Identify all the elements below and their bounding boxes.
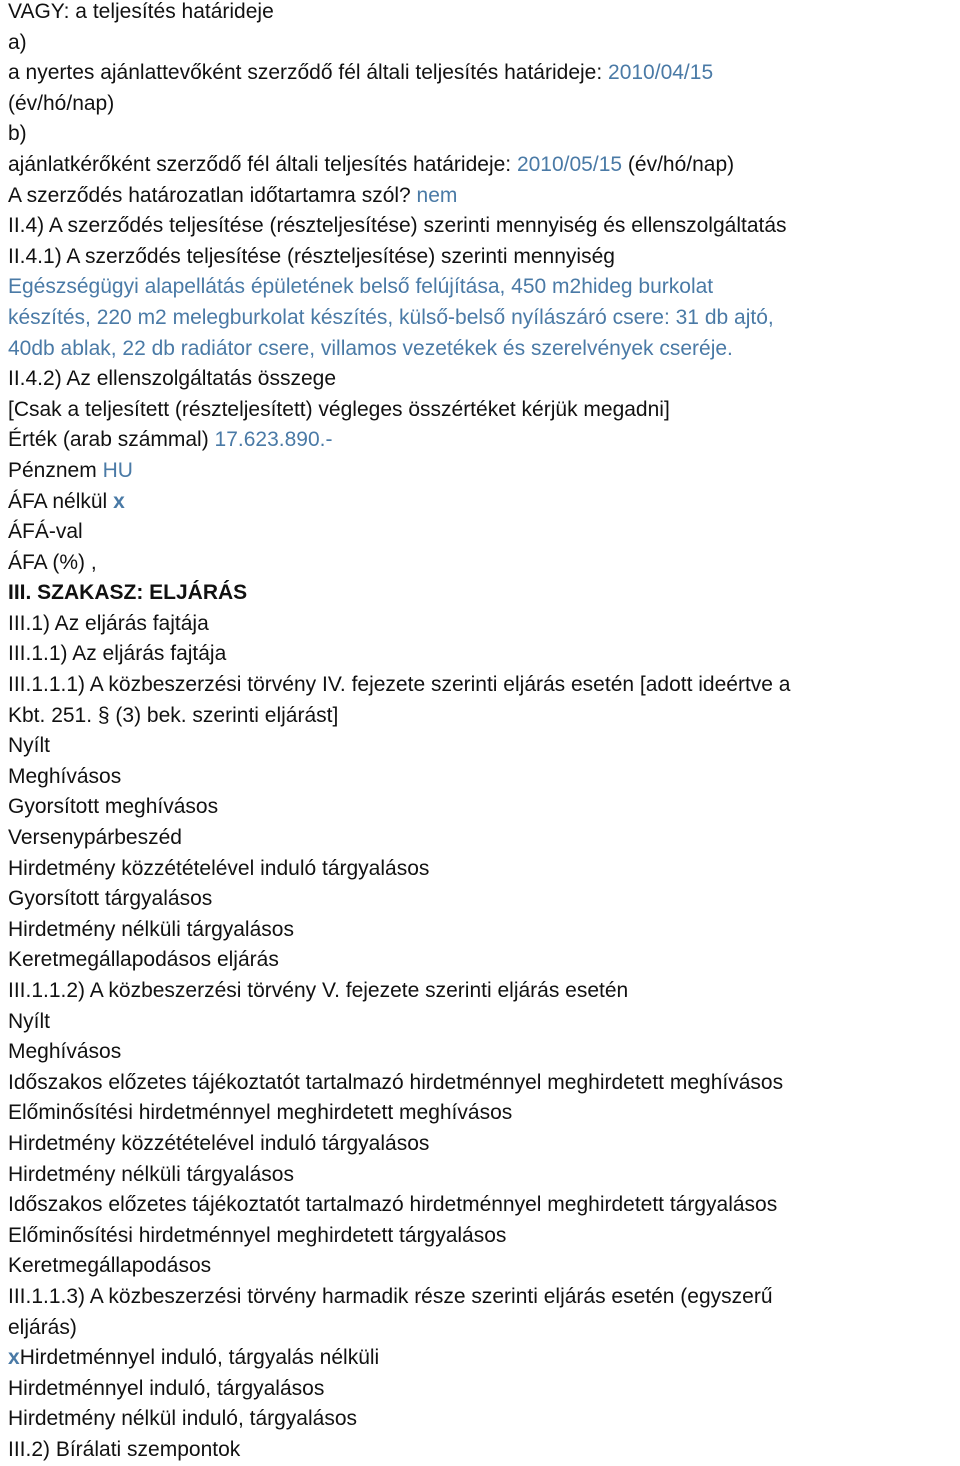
value-label: Érték (arab számmal) — [8, 428, 215, 452]
quantity-description-line-3: 40db ablak, 22 db radiátor csere, villamos vezetékek és szerelvények cseréje. — [8, 336, 733, 360]
winner-deadline-value: 2010/04/15 — [608, 61, 714, 85]
winner-deadline-line — [8, 58, 960, 89]
value-amount: 17.623.890.- — [214, 428, 333, 452]
section-iii11-heading: III.1.1) Az eljárás fajtája — [8, 642, 227, 666]
section-ii41-heading: II.4.1) A szerződés teljesítése (részteljesítése) szerinti mennyiség — [8, 244, 615, 268]
procedure-option: Gyorsított meghívásos — [8, 795, 219, 819]
quantity-description-line-1: Egészségügyi alapellátás épületének belső felújítása, 450 m2hideg burkolat — [8, 275, 714, 299]
currency-line — [8, 456, 960, 487]
vat-excluded-label: ÁFA nélkül — [8, 489, 114, 513]
indefinite-term-line — [8, 181, 960, 212]
section-iii1-heading: III.1) Az eljárás fajtája — [8, 611, 209, 635]
procedure-option-selected — [8, 1343, 960, 1374]
vat-included-line: ÁFÁ-val — [8, 520, 83, 544]
procedure-option: Meghívásos — [8, 764, 122, 788]
selected-mark: x — [8, 1346, 20, 1370]
total-value-instruction: [Csak a teljesített (részteljesített) végleges összértéket kérjük megadni] — [8, 397, 670, 421]
vat-excluded-line — [8, 487, 960, 518]
section-iii111-heading-line-2: Kbt. 251. § (3) bek. szerinti eljárást] — [8, 703, 339, 727]
deadline-heading: VAGY: a teljesítés határideje — [8, 0, 274, 23]
vat-percent-line: ÁFA (%) , — [8, 550, 97, 574]
quantity-description-line-2: készítés, 220 m2 melegburkolat készítés, külső-belső nyílászáró csere: 31 db ajtó, — [8, 305, 774, 329]
contracting-deadline-label: ajánlatkérőként szerződő fél általi teljesítés határideje: — [8, 152, 517, 176]
procedure-option: Gyorsított tárgyalásos — [8, 887, 213, 911]
procedure-option: Hirdetmény nélküli tárgyalásos — [8, 917, 294, 941]
section-iii111-heading-line-1: III.1.1.1) A közbeszerzési törvény IV. fejezete szerinti eljárás esetén [adott ideértve a — [8, 673, 791, 697]
section-ii42-heading: II.4.2) Az ellenszolgáltatás összege — [8, 367, 337, 391]
section-iii-heading: III. SZAKASZ: ELJÁRÁS — [8, 581, 248, 605]
contracting-deadline-line — [8, 150, 960, 181]
section-iii113-heading-line-2: eljárás) — [8, 1315, 77, 1339]
value-line — [8, 425, 960, 456]
procedure-option: Versenypárbeszéd — [8, 826, 182, 850]
procedure-option: Hirdetménnyel induló, tárgyalásos — [8, 1376, 325, 1400]
procedure-option: Keretmegállapodásos — [8, 1254, 212, 1278]
procedure-option: Hirdetmény közzétételével induló tárgyalásos — [8, 856, 430, 880]
indefinite-term-value: nem — [416, 183, 458, 207]
procedure-option: Hirdetmény nélkül induló, tárgyalásos — [8, 1407, 358, 1431]
section-iii112-heading: III.1.1.2) A közbeszerzési törvény V. fejezete szerinti eljárás esetén — [8, 979, 629, 1002]
item-a-label: a) — [8, 30, 27, 54]
indefinite-term-label: A szerződés határozatlan időtartamra szól? — [8, 183, 417, 207]
procedure-option: Nyílt — [8, 734, 50, 758]
currency-value: HU — [102, 458, 133, 482]
procedure-option: Hirdetmény közzétételével induló tárgyalásos — [8, 1131, 430, 1155]
procedure-option: Nyílt — [8, 1009, 50, 1033]
procedure-option: Időszakos előzetes tájékoztatót tartalmazó hirdetménnyel meghirdetett tárgyalásos — [8, 1193, 778, 1217]
procedure-option: Időszakos előzetes tájékoztatót tartalmazó hirdetménnyel meghirdetett meghívásos — [8, 1070, 784, 1094]
currency-label: Pénznem — [8, 458, 103, 482]
vat-excluded-mark: x — [113, 489, 125, 513]
procedure-option: Meghívásos — [8, 1040, 122, 1064]
procedure-option: Előminősítési hirdetménnyel meghirdetett tárgyalásos — [8, 1223, 507, 1247]
procedure-option: Keretmegállapodásos eljárás — [8, 948, 279, 972]
section-ii4-heading: II.4) A szerződés teljesítése (részteljesítése) szerinti mennyiség és ellenszolgáltatás — [8, 214, 787, 238]
date-format-note: (év/hó/nap) — [8, 91, 115, 115]
item-b-label: b) — [8, 122, 27, 146]
selected-option-label: Hirdetménnyel induló, tárgyalás nélküli — [19, 1346, 380, 1370]
contracting-deadline-value: 2010/05/15 — [516, 152, 623, 176]
procedure-option: Előminősítési hirdetménnyel meghirdetett meghívásos — [8, 1101, 513, 1125]
section-iii2-heading: III.2) Bírálati szempontok — [8, 1437, 241, 1461]
contracting-deadline-suffix: (év/hó/nap) — [622, 152, 735, 176]
winner-deadline-label: a nyertes ajánlattevőként szerződő fél általi teljesítés határideje: — [8, 61, 609, 85]
procedure-option: Hirdetmény nélküli tárgyalásos — [8, 1162, 294, 1186]
section-iii113-heading-line-1: III.1.1.3) A közbeszerzési törvény harmadik része szerinti eljárás esetén (egyszerű — [8, 1284, 773, 1308]
